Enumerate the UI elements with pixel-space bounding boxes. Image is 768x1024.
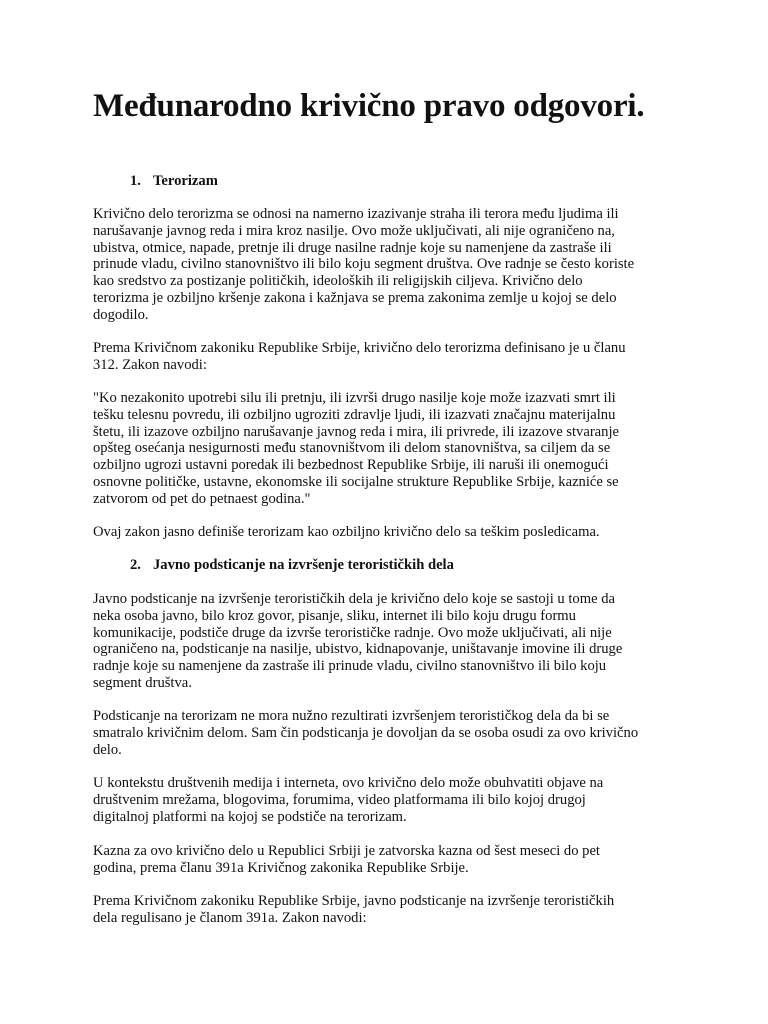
text-line: segment društva. bbox=[93, 674, 192, 691]
text-line: društvenim mrežama, blogovima, forumima, video platformama ili bilo kojoj drugoj bbox=[93, 791, 586, 808]
text-line: terorizma je ozbiljno kršenje zakona i kažnjava se prema zakonima zemlje u kojoj se delo bbox=[93, 289, 617, 306]
text-line: narušavanje javnog reda i mira kroz nasilje. Ovo može uključivati, ali nije ograničeno na, bbox=[93, 222, 615, 239]
text-line: Ovaj zakon jasno definiše terorizam kao ozbiljno krivično delo sa teškim posledicama. bbox=[93, 524, 600, 540]
document-title: Međunarodno krivično pravo odgovori. bbox=[93, 88, 645, 124]
section-heading-terorizam bbox=[130, 173, 218, 190]
text-line: 312. Zakon navodi: bbox=[93, 356, 207, 373]
section-title: Terorizam bbox=[153, 173, 218, 189]
text-line: Podsticanje na terorizam ne mora nužno rezultirati izvršenjem terorističkog dela da bi se bbox=[93, 708, 610, 724]
text-line: opšteg osećanja nesigurnosti među stanovništvom ili delom stanovništva, sa ciljem da se bbox=[93, 440, 611, 457]
section-title: Javno podsticanje na izvršenje terorističkih dela bbox=[153, 557, 454, 573]
text-line: radnje koje su namenjene da zastraše ili prinude vladu, civilno stanovništvo ili bilo koju bbox=[93, 658, 607, 675]
text-line: smatralo krivičnim delom. Sam čin podsticanja je dovoljan da se osoba osudi za ovo krivično bbox=[93, 724, 639, 741]
paragraph bbox=[93, 775, 603, 825]
paragraph bbox=[93, 340, 626, 374]
text-line: komunikacije, podstiče druge da izvrše terorističke radnje. Ovo može uključivati, ali nije bbox=[93, 624, 612, 641]
quoted-law-paragraph bbox=[93, 390, 619, 508]
paragraph bbox=[93, 843, 600, 877]
section-number: 1. bbox=[130, 173, 141, 189]
text-line: U kontekstu društvenih medija i interneta, ovo krivično delo može obuhvatiti objave na bbox=[93, 775, 604, 791]
text-line: ozbiljno ugrozi ustavni poredak ili bezbednost Republike Srbije, ili naruši ili onemogući bbox=[93, 457, 609, 474]
paragraph bbox=[93, 524, 600, 541]
text-line: delo. bbox=[93, 741, 122, 758]
text-line: dela regulisano je članom 391a. Zakon navodi: bbox=[93, 909, 367, 926]
text-line: Prema Krivičnom zakoniku Republike Srbije, javno podsticanje na izvršenje terorističkih bbox=[93, 893, 615, 909]
text-line: Prema Krivičnom zakoniku Republike Srbije, krivično delo terorizma definisano je u članu bbox=[93, 340, 626, 356]
section-number: 2. bbox=[130, 557, 141, 573]
text-line: štetu, ili izazove ozbiljno narušavanje javnog reda i mira, ili privrede, ili izazove stvaranje bbox=[93, 423, 619, 440]
text-line: ubistva, otmice, napade, pretnje ili druge nasilne radnje koje su namenjene da zastraše ili bbox=[93, 239, 612, 256]
text-line: zatvorom od pet do petnaest godina." bbox=[93, 490, 311, 507]
text-line: digitalnoj platformi na kojoj se podstiče na terorizam. bbox=[93, 808, 407, 825]
text-line: tešku telesnu povredu, ili ozbiljno ugroziti zdravlje ljudi, ili izazvati značajnu materijalnu bbox=[93, 406, 616, 423]
text-line: Krivično delo terorizma se odnosi na namerno izazivanje straha ili terora među ljudima ili bbox=[93, 206, 619, 222]
paragraph bbox=[93, 893, 614, 927]
paragraph bbox=[93, 206, 634, 324]
text-line: Javno podsticanje na izvršenje terorističkih dela je krivično delo koje se sastoji u tome da bbox=[93, 591, 615, 607]
text-line: ograničeno na, podsticanje na nasilje, ubistvo, kidnapovanje, uništavanje imovine ili druge bbox=[93, 641, 623, 658]
paragraph bbox=[93, 591, 622, 692]
text-line: dogodilo. bbox=[93, 306, 149, 323]
section-heading-javno-podsticanje bbox=[130, 557, 454, 574]
paragraph bbox=[93, 708, 638, 758]
text-line: "Ko nezakonito upotrebi silu ili pretnju, ili izvrši drugo nasilje koje može izazvati smrt ili bbox=[93, 390, 616, 406]
text-line: Kazna za ovo krivično delo u Republici Srbiji je zatvorska kazna od šest meseci do pet bbox=[93, 843, 600, 859]
text-line: prinude vladu, civilno stanovništvo ili bilo koju segment društva. Ove radnje se često koriste bbox=[93, 256, 635, 273]
text-line: neka osoba javno, bilo kroz govor, pisanje, sliku, internet ili bilo koju drugu formu bbox=[93, 607, 576, 624]
text-line: godina, prema članu 391a Krivičnog zakonika Republike Srbije. bbox=[93, 859, 469, 876]
text-line: kao sredstvo za postizanje političkih, ideoloških ili religijskih ciljeva. Krivično delo bbox=[93, 273, 583, 290]
text-line: osnovne političke, ustavne, ekonomske ili socijalne strukture Republike Srbije, kazniće se bbox=[93, 473, 619, 490]
